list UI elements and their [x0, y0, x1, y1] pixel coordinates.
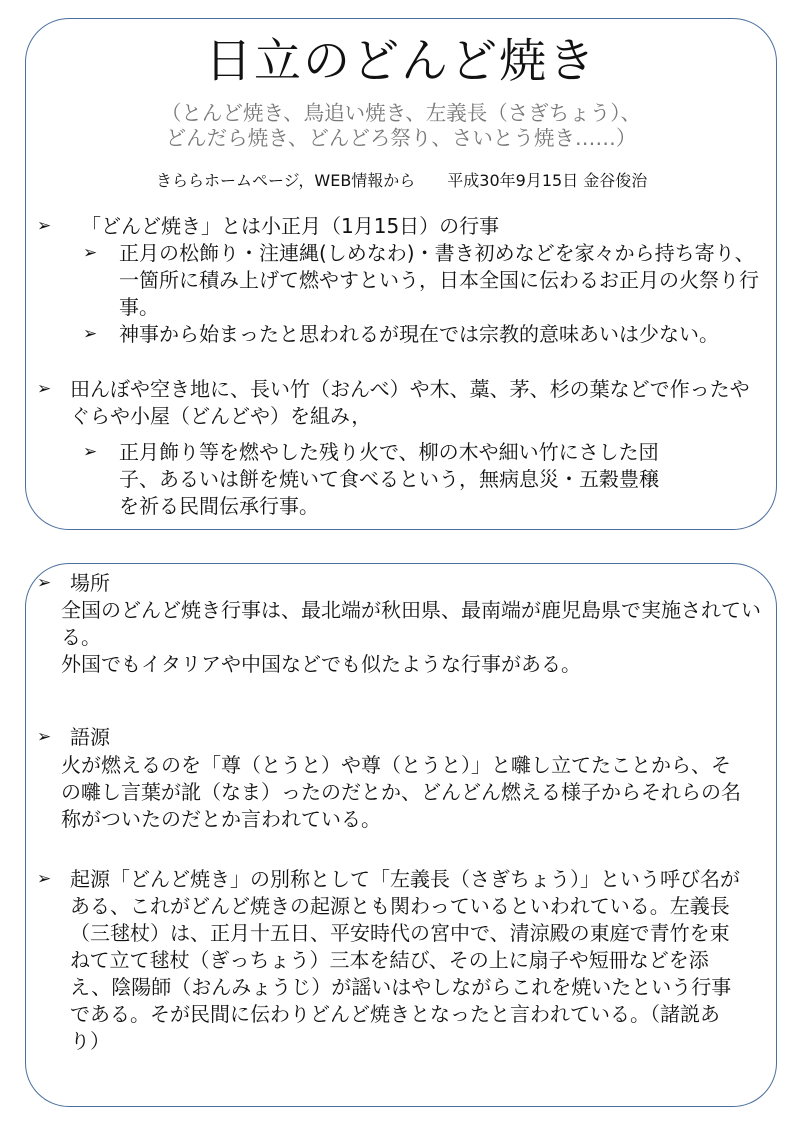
place-text: [61, 597, 767, 678]
arrow-bullet-icon: ➢: [83, 442, 98, 462]
bullet-religious-meaning-text: 神事から始まったと思われるが現在では宗教的意味あいは少ない。: [119, 322, 719, 346]
bullet-hut-construction-text: 田んぼや空き地に、長い竹（おんべ）や木、藁、茅、杉の葉などで作ったやぐらや小屋（どんどや）を組み，: [70, 377, 750, 428]
subtitle-line-2: どんだら焼き、どんどろ祭り、さいとう焼き……）: [165, 126, 637, 150]
bullet-definition: [37, 213, 737, 240]
bullet-history: [37, 866, 742, 1055]
heading-place: [37, 570, 737, 597]
arrow-bullet-icon: ➢: [37, 869, 52, 889]
bullet-new-year-decorations-text: 正月の松飾り・注連縄(しめなわ)・書き初めなどを家々から持ち寄り、一箇所に積み上げて燃やすという，日本全国に伝わるお正月の火祭り行事。: [119, 241, 759, 319]
arrow-bullet-icon: ➢: [83, 324, 98, 344]
etymology-text: 火が燃えるのを「尊（とうと）や尊（とうと）」と囃し立てたことから、その囃し言葉が訛（なま）ったのだとか、どんどん燃える様子からそれらの名称がついたのだとか言われている。: [61, 753, 741, 831]
intro-box: [25, 18, 777, 530]
arrow-bullet-icon: ➢: [37, 379, 52, 399]
heading-etymology-text: 語源: [70, 725, 110, 749]
bullet-definition-text: 「どんど焼き」とは小正月（1月15日）の行事: [81, 214, 500, 238]
bullet-hut-construction: [37, 376, 769, 430]
heading-etymology: [37, 724, 737, 751]
heading-place-text: 場所: [70, 571, 110, 595]
arrow-bullet-icon: ➢: [37, 216, 52, 236]
source-credit: きららホームページ，WEB情報から 平成30年9月15日 金谷俊治: [156, 171, 648, 190]
details-box: [25, 563, 777, 1107]
history-text: 起源「どんど焼き」の別称として「左義長（さぎちょう）」という呼び名がある、これがどんど焼きの起源とも関わっているといわれている。左義長（三毬杖）は、正月十五日、平安時代の宮中で、清涼殿の東庭で青竹を束ねて立て毬杖（ぎっちょう）三本を結び、その上に扇子や短冊などを添え、陰陽師（おんみょうじ）が謡いはやしながらこれを焼いたという行事である。そが民間に伝わりどんど焼きとなったと言われている。（諸説あり）: [70, 867, 740, 1053]
bullet-dango-text: 正月飾り等を燃やした残り火で、柳の木や細い竹にさした団子、あるいは餅を焼いて食べるという，無病息災・五穀豊穣を祈る民間伝承行事。: [119, 440, 659, 518]
place-line-2: 外国でもイタリアや中国などでも似たような行事がある。: [61, 652, 581, 676]
arrow-bullet-icon: ➢: [37, 573, 52, 593]
place-line-1: 全国のどんど焼き行事は、最北端が秋田県、最南端が鹿児島県で実施されている。: [61, 598, 761, 649]
subtitle-line-1: （とんど焼き、鳥追い焼き、左義長（さぎちょう）、: [160, 101, 642, 125]
page-title: 日立のどんど焼き: [205, 34, 597, 89]
arrow-bullet-icon: ➢: [37, 727, 52, 747]
bullet-dango: [83, 439, 771, 520]
bullet-new-year-decorations: [83, 240, 771, 321]
arrow-bullet-icon: ➢: [83, 243, 98, 263]
bullet-religious-meaning: [83, 321, 771, 348]
subtitle: [26, 101, 776, 151]
